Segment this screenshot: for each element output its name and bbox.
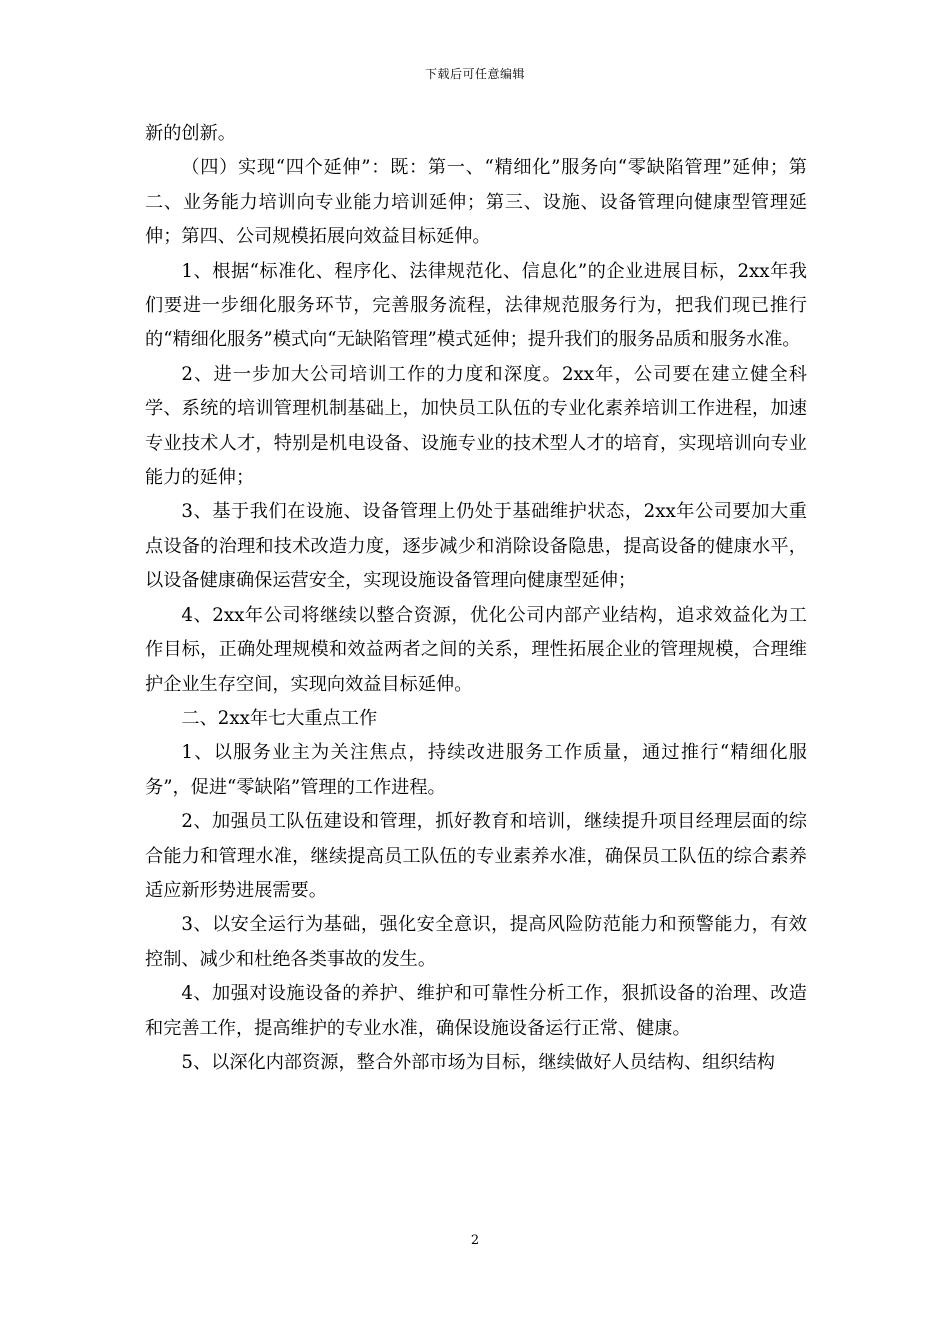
page-number: 2	[470, 1233, 480, 1248]
paragraph: 5、以深化内部资源，整合外部市场为目标，继续做好人员结构、组织结构	[181, 1051, 775, 1073]
paragraph: 2、进一步加大公司培训工作的力度和深度。2xx年，公司要在建立健全科学、系统的培训管理机制基础上，加快员工队伍的专业化素养培训工作进程，加速专业技术人才，特别是机电设备、设施专业的技术型人才的培育，实现培训向专业能力的延伸；	[145, 363, 807, 489]
paragraph: （四）实现“四个延伸”：既：第一、“精细化”服务向“零缺陷管理”延伸；第二、业务能力培训向专业能力培训延伸；第三、设施、设备管理向健康型管理延伸；第四、公司规模拓展向效益目标延伸。	[145, 157, 807, 248]
paragraph: 二、2xx年七大重点工作	[181, 707, 378, 729]
document-body	[145, 117, 807, 1080]
paragraph: 3、基于我们在设施、设备管理上仍处于基础维护状态，2xx年公司要加大重点设备的治理和技术改造力度，逐步减少和消除设备隐患，提高设备的健康水平，以设备健康确保运营安全，实现设施设备管理向健康型延伸；	[145, 501, 807, 592]
page-header: 下载后可任意编辑	[424, 67, 525, 81]
paragraph: 1、以服务业主为关注焦点，持续改进服务工作质量，通过推行“精细化服务”，促进“零缺陷”管理的工作进程。	[145, 742, 807, 798]
paragraph: 4、2xx年公司将继续以整合资源，优化公司内部产业结构，追求效益化为工作目标，正确处理规模和效益两者之间的关系，理性拓展企业的管理规模，合理维护企业生存空间，实现向效益目标延伸。	[145, 604, 807, 695]
paragraph: 4、加强对设施设备的养护、维护和可靠性分析工作，狠抓设备的治理、改造和完善工作，提高维护的专业水准，确保设施设备运行正常、健康。	[145, 983, 807, 1039]
paragraph: 2、加强员工队伍建设和管理，抓好教育和培训，继续提升项目经理层面的综合能力和管理水准，继续提高员工队伍的专业素养水准，确保员工队伍的综合素养适应新形势进展需要。	[145, 811, 807, 901]
paragraph: 3、以安全运行为基础，强化安全意识，提高风险防范能力和预警能力，有效控制、减少和杜绝各类事故的发生。	[145, 914, 807, 970]
paragraph: 1、根据“标准化、程序化、法律规范化、信息化”的企业进展目标，2xx年我们要进一步细化服务环节，完善服务流程，法律规范服务行为，把我们现已推行的“精细化服务”模式向“无缺陷管理”模式延伸；提升我们的服务品质和服务水准。	[145, 260, 807, 351]
paragraph: 新的创新。	[145, 123, 236, 144]
